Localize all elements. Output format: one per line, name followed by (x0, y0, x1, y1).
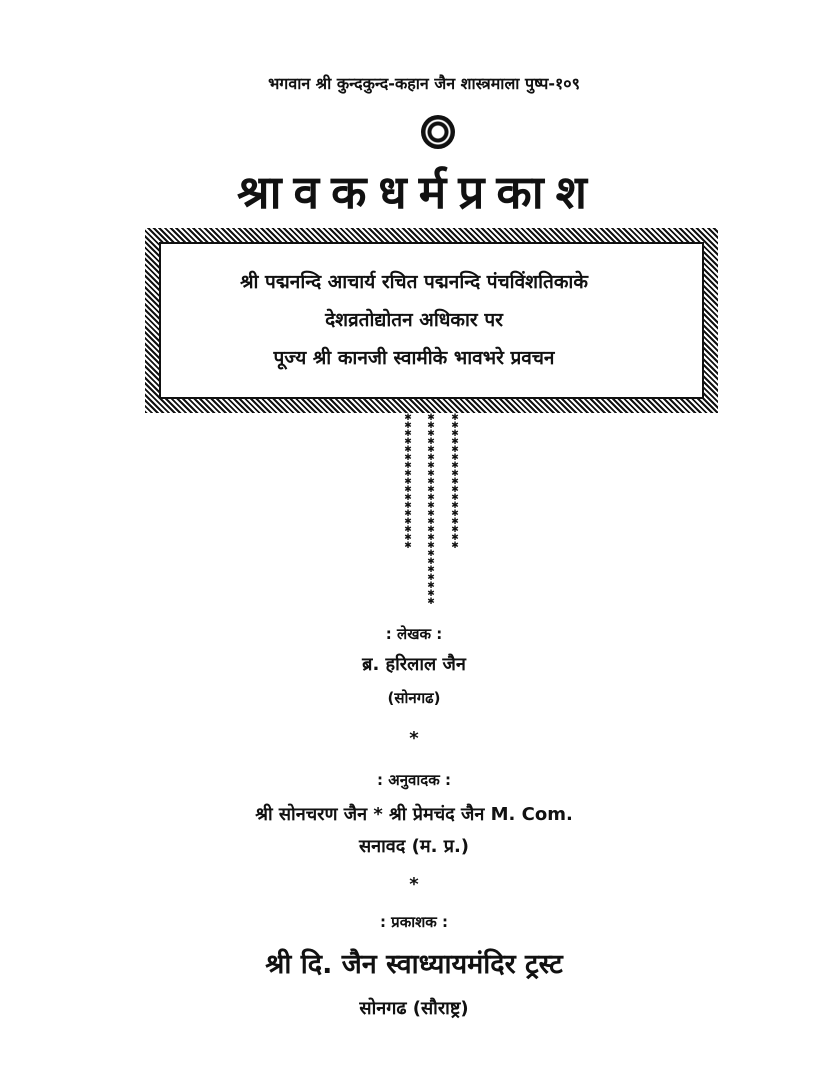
subtitle-line-3: पूज्य श्री कानजी स्वामीके भावभरे प्रवचन (273, 347, 555, 369)
star-chain-ornament: ✱ ✱ ✱ ✱ ✱ ✱ ✱ ✱ ✱ ✱ ✱ ✱ ✱ ✱ ✱ ✱ ✱ ✱ ✱ ✱ ✱ ✱ ✱ ✱ (427, 413, 435, 607)
book-title: श्रावकधर्मप्रकाश (237, 165, 599, 219)
om-emblem-icon (421, 115, 455, 149)
star-chain-ornament: ✱ ✱ ✱ ✱ ✱ ✱ ✱ ✱ ✱ ✱ ✱ ✱ ✱ ✱ ✱ ✱ ✱ (451, 413, 459, 551)
publisher-place: सोनगढ (सौराष्ट्र) (359, 998, 469, 1019)
publisher-name: श्री दि. जैन स्वाध्यायमंदिर ट्रस्ट (265, 949, 563, 980)
separator-star: * (409, 728, 419, 749)
publisher-label: : प्रकाशक : (379, 913, 449, 931)
series-title: भगवान श्री कुन्दकुन्द-कहान जैन शास्त्रमाला पुष्प-१०९ (268, 74, 580, 93)
author-place: (सोनगढ) (387, 689, 441, 707)
translator-place: सनावद (म. प्र.) (358, 836, 470, 857)
author-name: ब्र. हरिलाल जैन (362, 654, 466, 675)
translator-label: : अनुवादक : (377, 771, 451, 789)
separator-star: * (409, 874, 419, 895)
translator-names: श्री सोनचरण जैन * श्री प्रेमचंद जैन M. Com. (255, 804, 573, 825)
subtitle-line-1: श्री पद्मनन्दि आचार्य रचित पद्मनन्दि पंचविंशतिकाके (240, 271, 588, 293)
author-label: : लेखक : (385, 625, 443, 643)
star-chain-ornament: ✱ ✱ ✱ ✱ ✱ ✱ ✱ ✱ ✱ ✱ ✱ ✱ ✱ ✱ ✱ ✱ ✱ (404, 413, 412, 551)
subtitle-line-2: देशव्रतोद्योतन अधिकार पर (325, 309, 503, 331)
